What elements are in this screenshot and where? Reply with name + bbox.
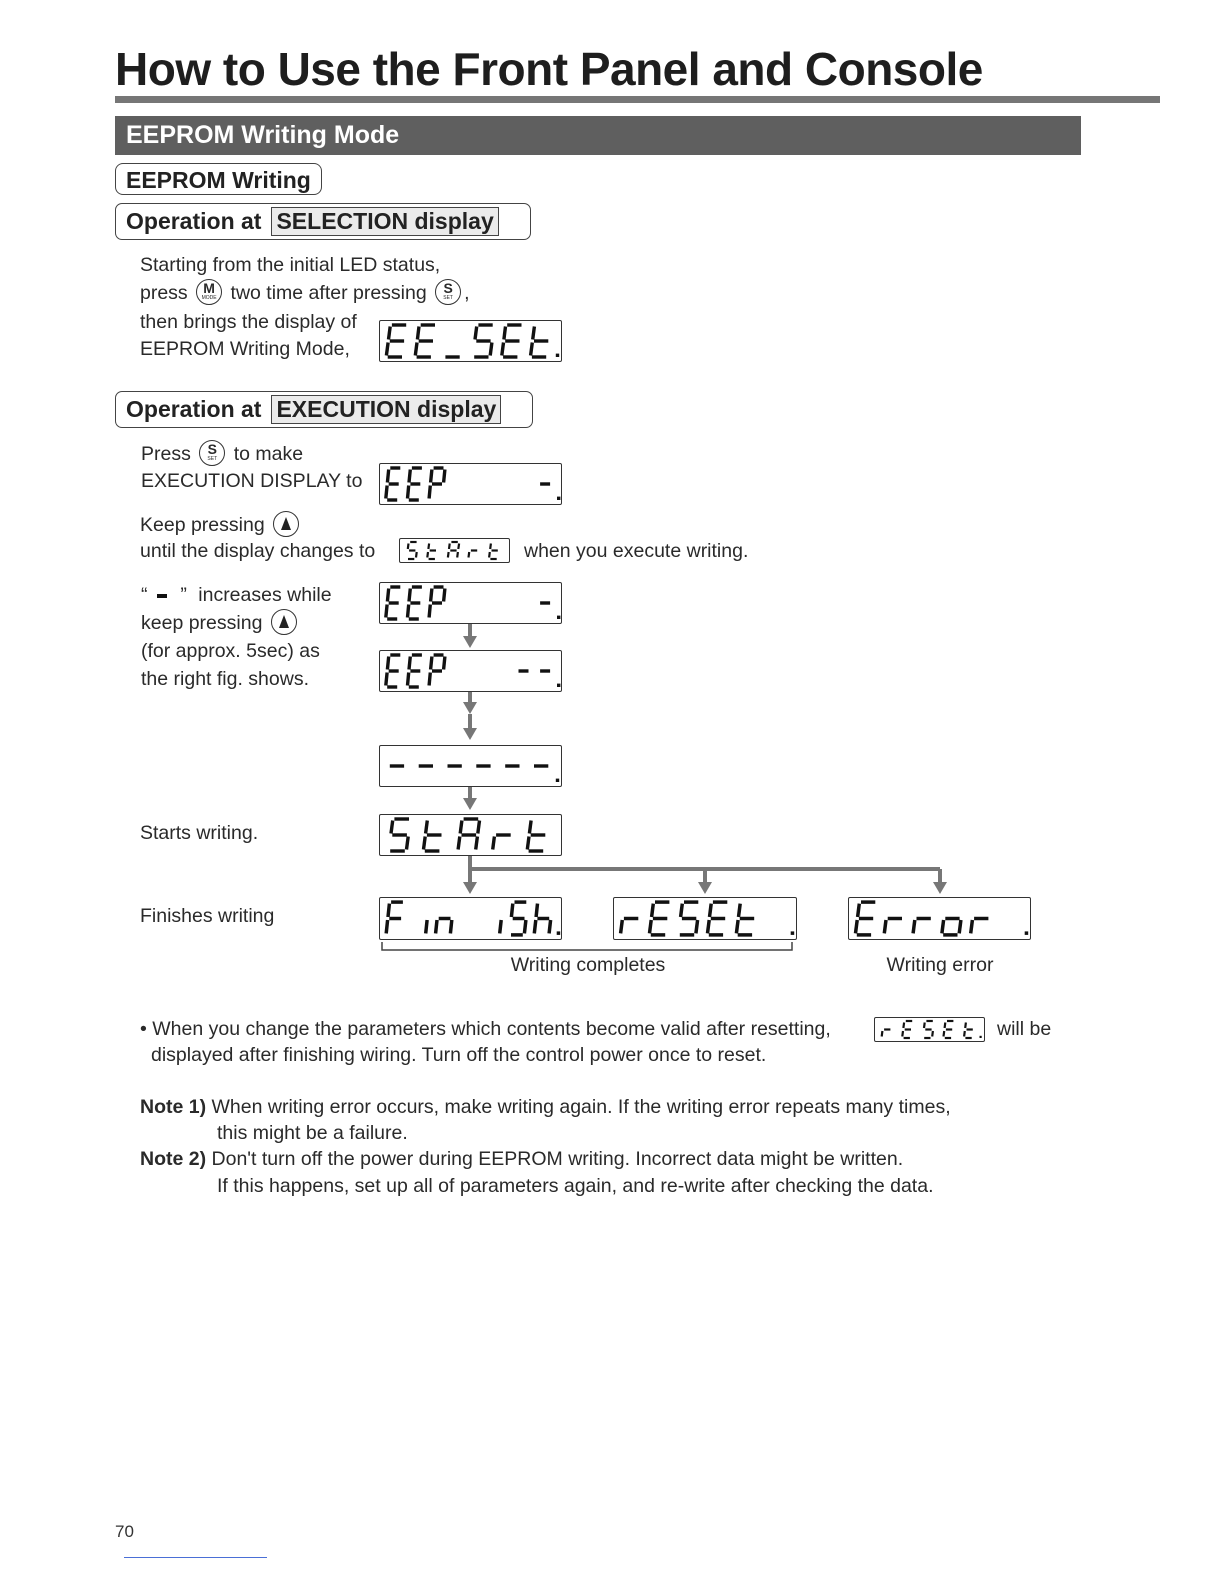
- section-bar: EEPROM Writing Mode: [115, 116, 1081, 155]
- led-segment-f: [924, 1023, 925, 1029]
- note-1-line-2: this might be a failure.: [217, 1122, 408, 1144]
- led-display-reset-inline: [874, 1017, 985, 1042]
- finishes-writing-label: Finishes writing: [140, 905, 275, 927]
- led-segment-e: [944, 1031, 945, 1037]
- set-button-icon: S SET: [199, 440, 225, 466]
- note-1-line-1: Note 1) When writing error occurs, make writing again. If the writing error repeats many times,: [140, 1096, 951, 1118]
- keep-pressing-line: Keep pressing: [140, 513, 302, 539]
- selection-line-3: then brings the display of: [140, 311, 357, 333]
- selection-op-label: Operation at: [126, 208, 262, 234]
- arrow-head: [933, 882, 947, 894]
- increase-line-4: the right fig. shows.: [141, 668, 309, 690]
- set-button-icon: S SET: [435, 279, 461, 305]
- increase-line-2: keep pressing: [141, 611, 300, 637]
- writing-completes-label: Writing completes: [510, 954, 666, 976]
- arrow-head: [463, 882, 477, 894]
- led-segment-e: [902, 1031, 903, 1037]
- led-decimal-point: [980, 1036, 982, 1038]
- subsection-tab: EEPROM Writing: [115, 163, 322, 195]
- led-segment-e: [964, 1031, 965, 1037]
- selection-display-label: SELECTION display: [271, 207, 498, 236]
- writing-error-label: Writing error: [886, 954, 994, 976]
- led-segment-f: [945, 1023, 946, 1029]
- led-segment-e: [882, 1031, 883, 1037]
- footer-link-line: [124, 1557, 267, 1558]
- execution-op-label: Operation at: [126, 396, 262, 422]
- led-digits: [875, 1018, 984, 1041]
- arrow-head: [463, 636, 477, 648]
- writing-completes-bracket: [382, 942, 792, 950]
- until-line-a: until the display changes to: [140, 540, 376, 562]
- selection-line-1: Starting from the initial LED status,: [140, 254, 441, 276]
- arrow-head: [463, 798, 477, 810]
- selection-line-2: press M MODE two time after pressing S SET ,: [140, 280, 470, 305]
- led-segment-c: [932, 1031, 933, 1037]
- until-line-b: when you execute writing.: [524, 540, 749, 562]
- arrow-head: [698, 882, 712, 894]
- led-segment-f: [965, 1023, 966, 1029]
- arrow-head: [463, 728, 477, 740]
- page-title: How to Use the Front Panel and Console: [115, 43, 983, 95]
- exec-display-line: EXECUTION DISPLAY to: [141, 470, 363, 492]
- execution-display-label: EXECUTION display: [271, 395, 501, 424]
- bullet-line-2: displayed after finishing wiring. Turn off the control power once to reset.: [151, 1044, 767, 1066]
- mode-button-icon: M MODE: [196, 279, 222, 305]
- arrow-head: [463, 702, 477, 714]
- bullet-line-1a: • When you change the parameters which contents become valid after resetting,: [140, 1018, 831, 1040]
- increase-line-1: “ ” increases while: [141, 584, 332, 606]
- led-segment-f: [903, 1023, 904, 1029]
- note-2-line-1: Note 2) Don't turn off the power during EEPROM writing. Incorrect data might be written.: [140, 1148, 904, 1170]
- exec-press-line: Press S SET to make: [141, 441, 304, 466]
- starts-writing-label: Starts writing.: [140, 822, 259, 844]
- page-number: 70: [115, 1522, 134, 1541]
- increase-line-3: (for approx. 5sec) as: [141, 640, 320, 662]
- bullet-line-1b: will be: [997, 1018, 1052, 1040]
- selection-line-4: EEPROM Writing Mode,: [140, 338, 350, 360]
- note-2-line-2: If this happens, set up all of parameters again, and re-write after checking the data.: [217, 1175, 934, 1197]
